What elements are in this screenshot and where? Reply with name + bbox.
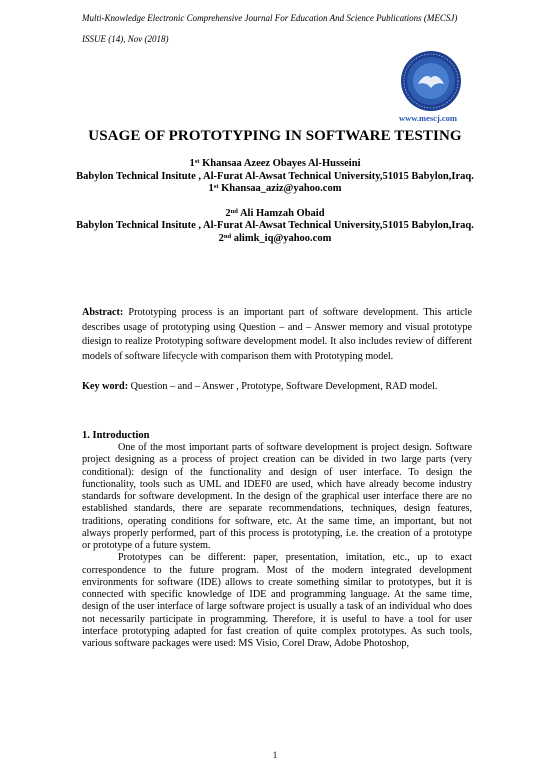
body-text — [82, 442, 472, 650]
paper-title: USAGE OF PROTOTYPING IN SOFTWARE TESTING — [88, 128, 462, 144]
paragraph: Prototypes can be different: paper, presentation, imitation, etc., up to exact correspondence to the future program. Most of the modern integrated development environments for software (IDE) allows to create something similar to prototypes, but it is connected with specific knowledge of IDE and programming language. At the same time, design of the user interface of large software project is usually a task of an individual who does not necessarily participate in programming. Therefore, it is useful to have a tool for user interface prototyping adapted for fast creation of quite complex prototypes. As such tools, various software packages were used: MS Visio, Corel Draw, Adobe Photoshop, — [82, 552, 472, 649]
journal-title: Multi-Knowledge Electronic Comprehensive Journal For Education And Science Publications (MECSJ) — [82, 13, 458, 23]
keywords — [82, 380, 472, 395]
author-list — [60, 158, 490, 257]
author-affiliation: Babylon Technical Insitute , Al-Furat Al-Awsat Technical University,51015 Babylon,Iraq. — [76, 170, 474, 182]
paragraph: One of the most important parts of software development is project design. Software project designing as a process of project creation can be divided in two large parts (very conditional): design of the functionality and design of user interface. To design the functionality, tools such as UML and IDEF0 are used, which have already become industry standards for software development. In the design of the graphical user interface there are no established standards, there are separate recommendations, techniques, design features, traditions, operating conditions for software, etc. At the same time, an important, but not always properly performed, part of this process is prototyping, i.e. the creation of a prototype or prototype of a future system. — [82, 442, 472, 551]
author-name-line: 2nd Ali Hamzah Obaid — [225, 207, 325, 219]
journal-url[interactable]: www.mescj.com — [398, 113, 458, 123]
abstract-label: Abstract: — [82, 307, 124, 318]
author-block — [60, 208, 490, 246]
abstract-text: Prototyping process is an important part of software development. This article describes usage of prototyping using Question – and – Answer memory and visual prototype diesign to realize Prototyping software development model. It also includes review of different models of software lifecycle with comparison them with Prototyping model. — [82, 307, 472, 362]
keywords-label: Key word: — [82, 381, 129, 392]
journal-issue: ISSUE (14), Nov (2018) — [82, 34, 169, 44]
abstract — [82, 306, 472, 364]
journal-logo — [400, 50, 462, 112]
author-email-line: 2nd alimk_iq@yahoo.com — [218, 232, 332, 244]
author-name: Khansaa Azeez Obayes Al-Husseini — [202, 158, 361, 169]
keywords-text: Question – and – Answer , Prototype, Software Development, RAD model. — [128, 381, 438, 392]
author-email[interactable]: alimk_iq@yahoo.com — [233, 232, 332, 244]
author-affiliation: Babylon Technical Insitute , Al-Furat Al-Awsat Technical University,51015 Babylon,Iraq. — [76, 220, 474, 231]
author-name-line: 1st Khansaa Azeez Obayes Al-Husseini — [189, 158, 361, 169]
author-block — [60, 158, 490, 196]
section-heading: 1. Introduction — [82, 430, 150, 441]
author-email[interactable]: Khansaa_aziz@yahoo.com — [221, 183, 342, 194]
author-name: Ali Hamzah Obaid — [239, 207, 325, 219]
page-number: 1 — [272, 750, 278, 760]
author-email-line: 1st Khansaa_aziz@yahoo.com — [208, 183, 342, 194]
journal-header — [82, 13, 482, 45]
